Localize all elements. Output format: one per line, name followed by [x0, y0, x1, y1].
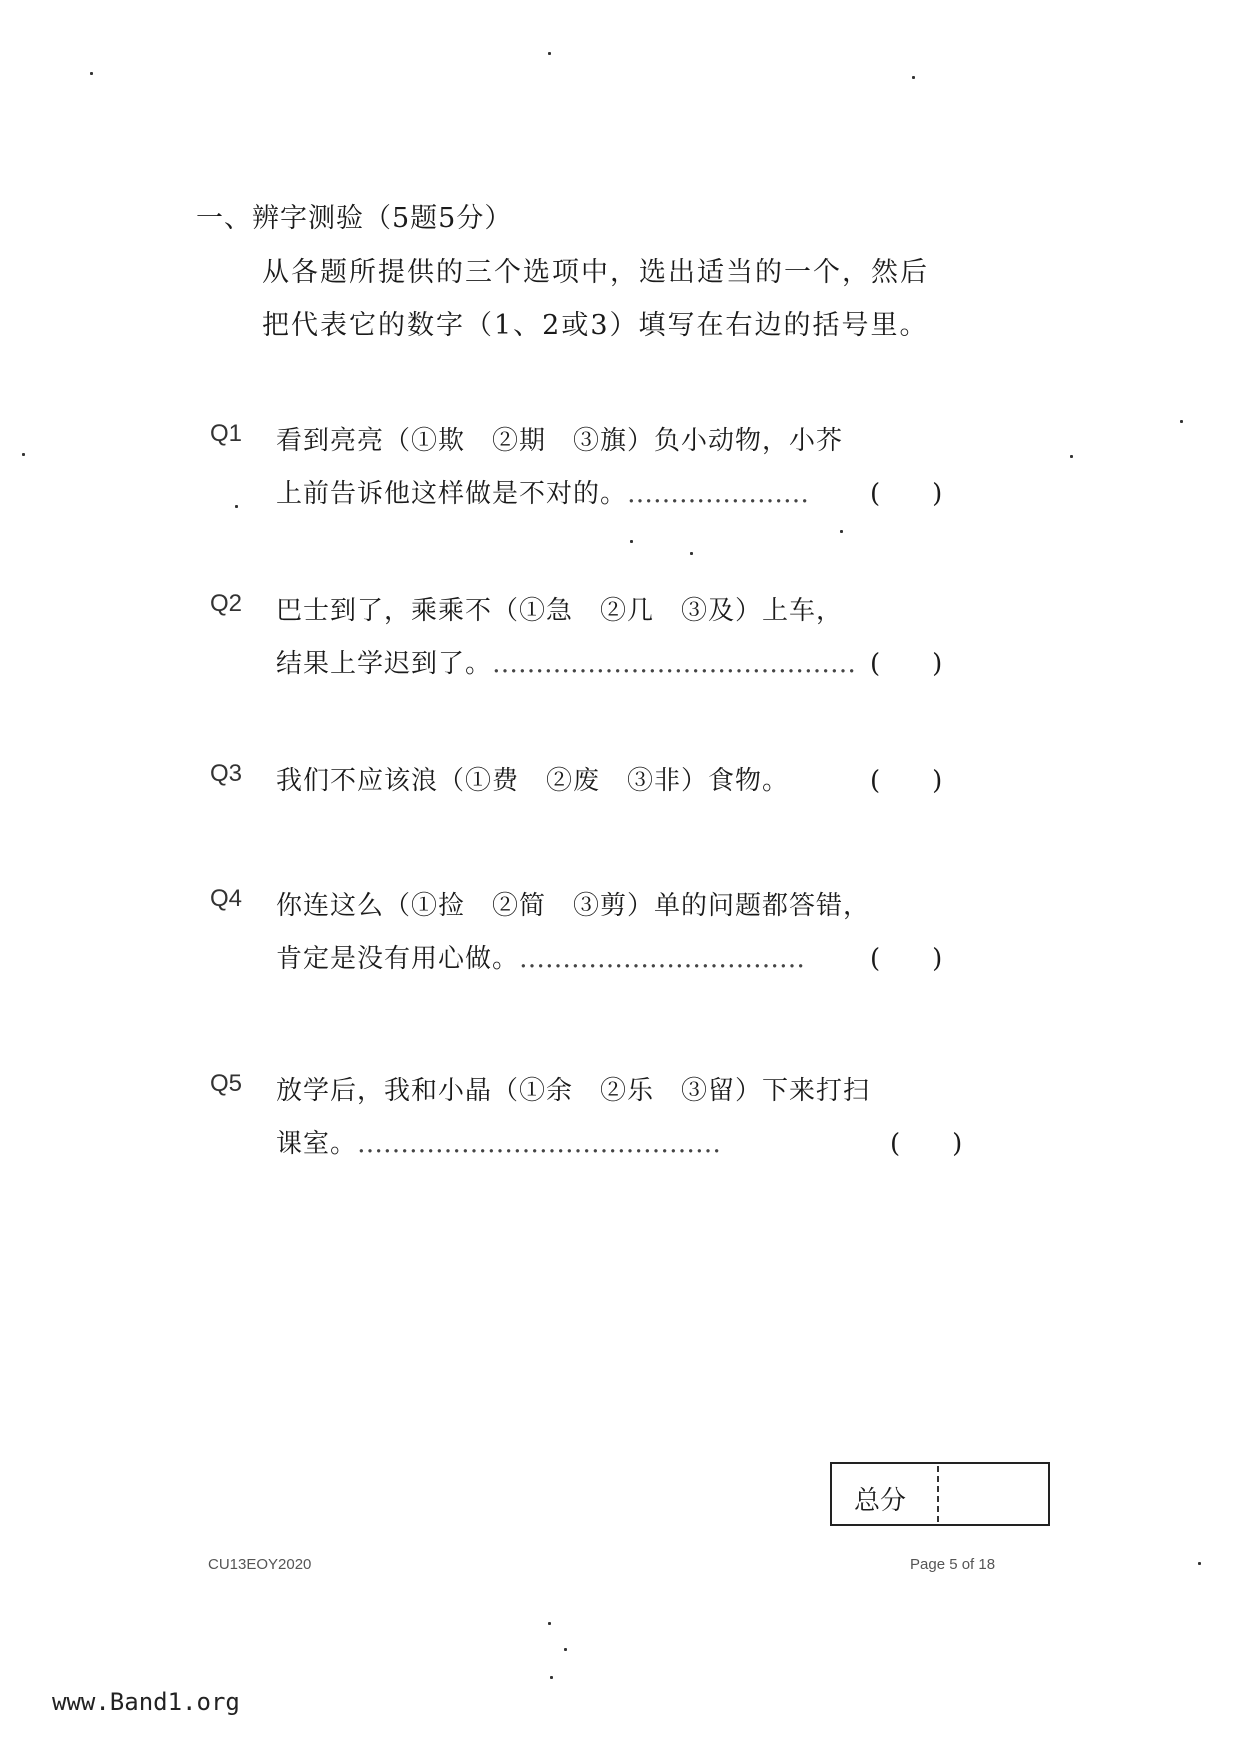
scan-speck	[90, 72, 93, 75]
page-number: Page 5 of 18	[910, 1556, 996, 1573]
total-score-label: 总分	[854, 1486, 907, 1516]
scan-speck	[690, 552, 693, 555]
scan-speck	[1198, 1562, 1201, 1565]
instruction-line-2: 把代表它的数字（1、2或3）填写在右边的括号里。	[262, 310, 929, 341]
leader-dots: ……………………………	[519, 944, 806, 974]
question-number: Q3	[210, 760, 243, 787]
scan-speck	[235, 505, 238, 508]
question-text-line-2: 结果上学迟到了。……………………………………	[276, 649, 857, 679]
question-number: Q5	[210, 1070, 243, 1097]
question-text-line-2: 肯定是没有用心做。……………………………	[276, 944, 806, 974]
answer-parentheses[interactable]: ( )	[870, 944, 943, 974]
answer-parentheses[interactable]: ( )	[870, 649, 943, 679]
question-number: Q2	[210, 590, 243, 617]
question-text-line-1: 你连这么（①捡 ②简 ③剪）单的问题都答错，	[276, 891, 871, 921]
scan-speck	[840, 530, 843, 533]
question-text-line-1: 我们不应该浪（①费 ②废 ③非）食物。	[276, 766, 790, 796]
scan-speck	[548, 52, 551, 55]
section-title: 一、辨字测验（5题5分）	[196, 203, 513, 234]
leader-dots: ……………………………………	[357, 1129, 722, 1159]
answer-parentheses[interactable]: ( )	[870, 479, 943, 509]
total-score-box	[830, 1462, 1050, 1526]
question-text-line-1: 放学后，我和小晶（①余 ②乐 ③留）下来打扫	[276, 1076, 871, 1106]
answer-parentheses[interactable]: ( )	[890, 1129, 963, 1159]
question-text-line-1: 看到亮亮（①欺 ②期 ③旗）负小动物，小芥	[276, 426, 844, 456]
question-number: Q1	[210, 420, 243, 447]
scan-speck	[564, 1648, 567, 1651]
scan-speck	[550, 1676, 553, 1679]
scan-speck	[22, 453, 25, 456]
leader-dots: ……………………………………	[492, 649, 857, 679]
leader-dots: …………………	[627, 479, 810, 509]
scan-speck	[912, 76, 915, 79]
question-text-line-2: 上前告诉他这样做是不对的。…………………	[276, 479, 810, 509]
question-text-line-1: 巴士到了，乘乘不（①急 ②几 ③及）上车，	[276, 596, 844, 626]
answer-parentheses[interactable]: ( )	[870, 766, 943, 796]
scan-speck	[1180, 420, 1183, 423]
paper-code: CU13EOY2020	[208, 1556, 312, 1573]
instruction-line-1: 从各题所提供的三个选项中，选出适当的一个，然后	[262, 257, 929, 288]
question-text-line-2: 课室。……………………………………	[276, 1129, 722, 1159]
scan-speck	[548, 1622, 551, 1625]
scan-speck	[1070, 455, 1073, 458]
scan-speck	[630, 540, 633, 543]
score-divider	[937, 1466, 939, 1522]
question-number: Q4	[210, 885, 243, 912]
site-watermark: www.Band1.org	[52, 1688, 240, 1716]
